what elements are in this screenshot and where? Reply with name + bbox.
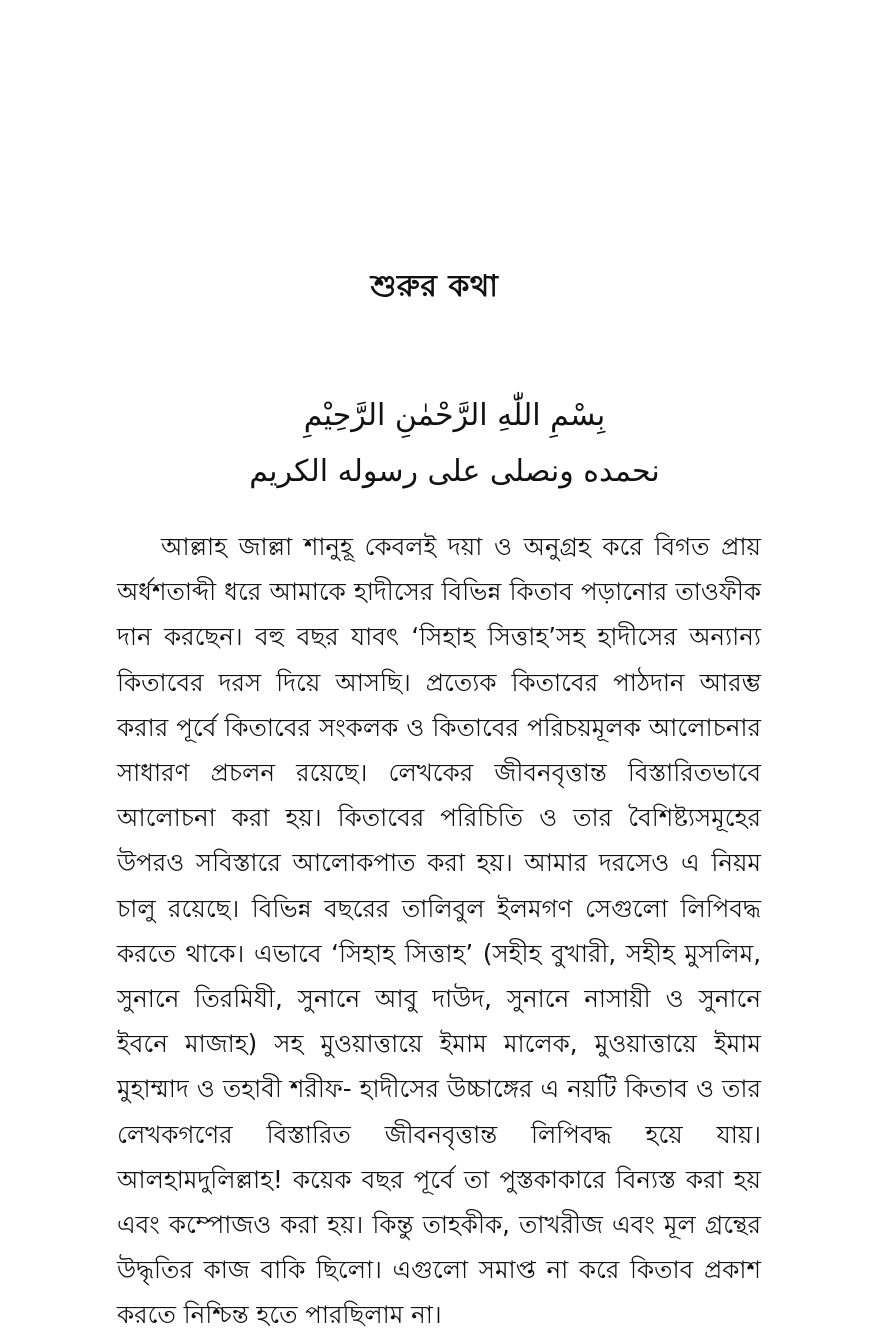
- chapter-title: শুরুর কথা: [370, 269, 499, 304]
- bismillah-line: بِسْمِ اللّٰهِ الرَّحْمٰنِ الرَّحِيْمِ: [303, 398, 606, 433]
- body-paragraph: আল্লাহ জাল্লা শানুহূ কেবলই দয়া ও অনুগ্রহ করে বিগত প্রায় অর্ধশতাব্দী ধরে আমাকে হাদীসের বিভিন্ন কিতাব পড়ানোর তাওফীক দান করছেন। বহু বছর যাবৎ ‘সিহাহ সিত্তাহ’সহ হাদীসের অন্যান্য কিতাবের দরস দিয়ে আসছি। প্রত্যেক কিতাবের পাঠদান আরম্ভ করার পূর্বে কিতাবের সংকলক ও কিতাবের পরিচয়মূলক আলোচনার সাধারণ প্রচলন রয়েছে। লেখকের জীবনবৃত্তান্ত বিস্তারিতভাবে আলোচনা করা হয়। কিতাবের পরিচিতি ও তার বৈশিষ্ট্যসমূহের উপরও সবিস্তারে আলোকপাত করা হয়। আমার দরসেও এ নিয়ম চালু রয়েছে। বিভিন্ন বছরের তালিবুল ইলমগণ সেগুলো লিপিবদ্ধ করতে থাকে। এভাবে ‘সিহাহ সিত্তাহ’ (সহীহ বুখারী, সহীহ মুসলিম, সুনানে তিরমিযী, সুনানে আবু দাউদ, সুনানে নাসায়ী ও সুনানে ইবনে মাজাহ) সহ মুওয়াত্তায়ে ইমাম মালেক, মুওয়াত্তায়ে ইমাম মুহাম্মাদ ও তহাবী শরীফ- হাদীসের উচ্চাঙ্গের এ নয়টি কিতাব ও তার লেখকগণের বিস্তারিত জীবনবৃত্তান্ত লিপিবদ্ধ হয়ে যায়। আলহামদুলিল্লাহ! কয়েক বছর পূর্বে তা পুস্তকাকারে বিন্যস্ত করা হয় এবং কম্পোজও করা হয়। কিন্তু তাহকীক, তাখরীজ এবং মূল গ্রন্থের উদ্ধৃতির কাজ বাকি ছিলো। এগুলো সমাপ্ত না করে কিতাব প্রকাশ করতে নিশ্চিন্ত হতে পারছিলাম না।: [117, 532, 761, 1330]
- arabic-invocation: [0, 388, 869, 500]
- salutation-line: نحمده ونصلى على رسوله الكريم: [249, 454, 660, 489]
